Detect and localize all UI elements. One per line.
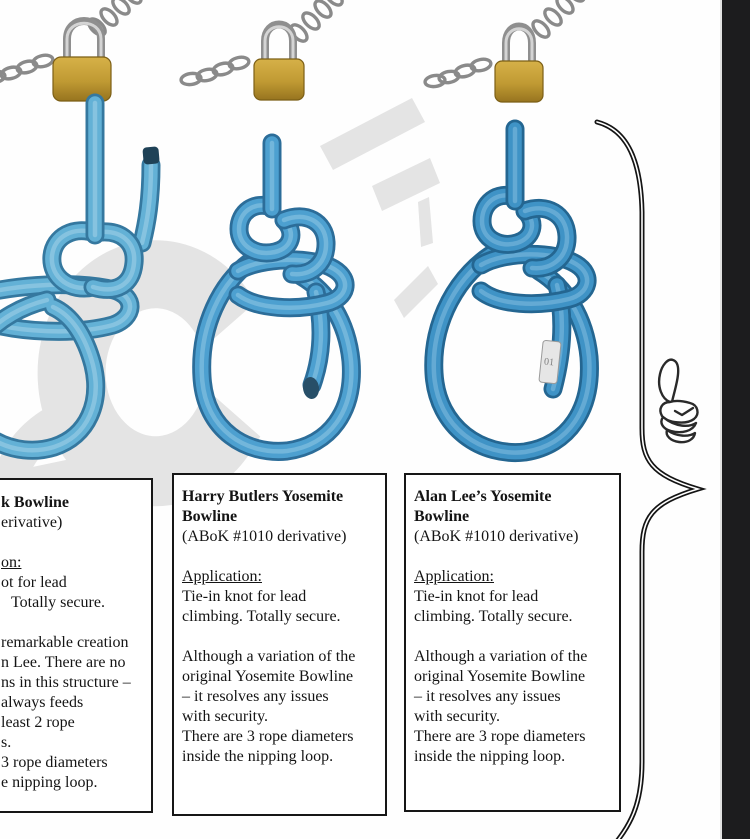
body-text: 3 rope diameters: [1, 754, 108, 771]
body-text: with security.: [182, 708, 269, 725]
abok-reference: (ABoK #1010 derivative): [414, 528, 579, 545]
body-text: Although a variation of the: [414, 648, 588, 665]
rope-knot: [0, 103, 160, 450]
rope-end-tape: [142, 146, 159, 164]
rope-label-text: 01: [543, 356, 555, 369]
body-text: inside the nipping loop.: [414, 748, 566, 765]
body-text: s.: [1, 734, 12, 751]
knot-title: Bowline: [414, 508, 470, 525]
application-text: ot for lead: [1, 574, 67, 591]
knot-description-box-left: [0, 478, 153, 813]
body-text: Although a variation of the: [182, 648, 356, 665]
body-text: ns in this structure –: [1, 674, 131, 691]
rope-knot: [434, 129, 590, 453]
body-text: with security.: [414, 708, 501, 725]
knot-description-box-middle: [172, 473, 387, 816]
body-text: original Yosemite Bowline: [182, 668, 354, 685]
body-text: – it resolves any issues: [414, 688, 561, 705]
application-text: Tie-in knot for lead: [414, 588, 539, 605]
knot-title: Harry Butlers Yosemite: [182, 488, 344, 505]
abok-reference: erivative): [1, 514, 63, 531]
application-text: Tie-in knot for lead: [182, 588, 307, 605]
body-text: inside the nipping loop.: [182, 748, 334, 765]
body-text: remarkable creation: [1, 634, 129, 651]
rope-label-tape: [539, 340, 561, 384]
body-text: There are 3 rope diameters: [414, 728, 586, 745]
abok-reference: (ABoK #1010 derivative): [182, 528, 347, 545]
application-heading: on:: [1, 554, 22, 571]
right-knot-photo: [415, 0, 650, 485]
knot-description-box-right: [404, 473, 621, 812]
rope-knot: [202, 143, 352, 451]
body-text: There are 3 rope diameters: [182, 728, 354, 745]
application-heading: Application:: [182, 568, 262, 585]
padlock-icon: [254, 25, 304, 101]
padlock-icon: [53, 21, 111, 101]
knot-title: Bowline: [182, 508, 238, 525]
padlock-icon: [495, 27, 543, 103]
middle-knot-photo: [175, 0, 395, 495]
thumbs-up-icon: [646, 355, 708, 447]
body-text: always feeds: [1, 694, 84, 711]
left-knot-photo: [0, 0, 180, 475]
application-text: climbing. Totally secure.: [414, 608, 573, 625]
body-text: – it resolves any issues: [182, 688, 329, 705]
body-text: e nipping loop.: [1, 774, 98, 791]
body-text: original Yosemite Bowline: [414, 668, 586, 685]
knot-title: k Bowline: [1, 494, 70, 511]
body-text: least 2 rope: [1, 714, 75, 731]
application-heading: Application:: [414, 568, 494, 585]
knot-title: Alan Lee’s Yosemite: [414, 488, 552, 505]
body-text: n Lee. There are no: [1, 654, 126, 671]
application-text: Totally secure.: [11, 594, 105, 611]
application-text: climbing. Totally secure.: [182, 608, 341, 625]
dark-edge-panel: [720, 0, 750, 839]
